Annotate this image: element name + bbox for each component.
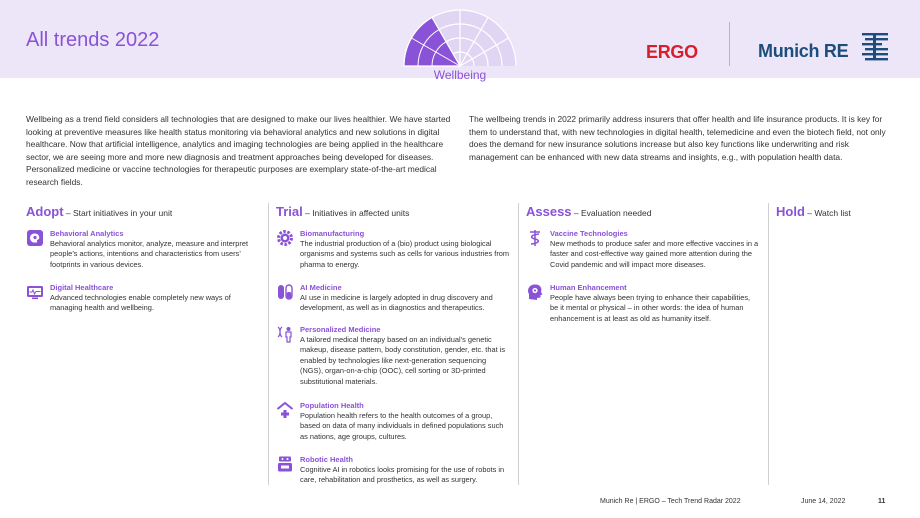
page-title: All trends 2022	[26, 29, 160, 51]
column-divider	[518, 203, 519, 485]
ergo-logo: ERGO	[646, 42, 698, 62]
radar-label: Wellbeing	[433, 68, 487, 82]
column-divider	[768, 203, 769, 485]
trend-description: Cognitive AI in robotics looks promising for the use of robots in care, rehabilitation and prosthetics, as well as surgery.	[300, 465, 505, 485]
column-title-hold: Hold	[776, 204, 805, 219]
trend-description: People have always been trying to enhance their capabilities, be it mental or physical – in other words: the idea of human enhancement is at least as old as humanity itself.	[550, 293, 751, 323]
trend-description: The industrial production of a (bio) product using biological organisms and systems such as cells for various industries from pharma to energy.	[300, 239, 510, 269]
logo-divider	[729, 22, 730, 66]
trend-title: Digital Healthcare	[50, 283, 114, 292]
radar-icon	[400, 4, 520, 68]
column-subtitle-assess: – Evaluation needed	[571, 208, 652, 218]
house-cross-icon	[276, 401, 294, 419]
trend-description: Advanced technologies enable completely new ways of managing health and wellbeing.	[50, 293, 231, 313]
column-subtitle-hold: – Watch list	[804, 208, 851, 218]
brain-icon	[26, 229, 44, 247]
trend-title: Personalized Medicine	[300, 325, 381, 334]
trend-title: Robotic Health	[300, 455, 353, 464]
munich-re-logo-icon	[860, 32, 890, 62]
page-number: 11	[878, 498, 886, 505]
trend-description: A tailored medical therapy based on an individual’s genetic makeup, disease pattern, body constitution, gender, etc. that is enabled by technologies like next-generation sequencing (NGS), organ-on-a-chip (OOC), cell sorting or 3D-printed substitutional materials.	[300, 335, 506, 386]
munich-re-logo: Munich RE	[758, 41, 849, 61]
column-divider	[268, 203, 269, 485]
column-adopt	[26, 203, 249, 313]
column-assess	[526, 203, 759, 323]
trend-title: AI Medicine	[300, 283, 342, 292]
column-header-adopt	[26, 203, 172, 223]
trend-description: New methods to produce safer and more effective vaccines in a faster and cost-effective way gained more attention during the Covid pandemic and will impact more diseases.	[550, 239, 759, 269]
column-trial	[276, 203, 510, 485]
head-gear-icon	[526, 283, 544, 301]
column-header-trial	[276, 203, 409, 223]
robot-icon	[276, 455, 294, 473]
column-header-assess	[526, 203, 651, 223]
pill-icon	[276, 283, 294, 301]
medical-monitor-icon	[26, 283, 44, 301]
column-title-trial: Trial	[276, 204, 303, 219]
intro-left: Wellbeing as a trend field considers all technologies that are designed to make our lives healthier. We have started looking at preventive measures like health status monitoring via behavioral analytics and new solutions in digital healthcare. Now that artificial intelligence, analytics and imaging technologies are being applied in the healthcare sector, we are seeing more and more new diagnosis and treatment approaches being developed for diseases. Personalized medicine or vaccine technologies for therapeutic purposes are exemplary state-of-the-art medical research fields.	[26, 114, 451, 187]
column-subtitle-adopt: – Start initiatives in your unit	[63, 208, 173, 218]
column-title-assess: Assess	[526, 204, 572, 219]
trend-title: Biomanufacturing	[300, 229, 365, 238]
header-band	[0, 0, 920, 82]
footer-date: June 14, 2022	[801, 498, 846, 505]
trend-title: Population Health	[300, 401, 364, 410]
dna-person-icon	[276, 325, 294, 343]
column-title-adopt: Adopt	[26, 204, 64, 219]
bio-gear-icon	[276, 229, 294, 247]
trend-description: AI use in medicine is largely adopted in drug discovery and development, as well as in diagnostics and therapeutics.	[300, 293, 493, 313]
column-subtitle-trial: – Initiatives in affected units	[302, 208, 410, 218]
trend-title: Human Enhancement	[550, 283, 627, 292]
trend-description: Behavioral analytics monitor, analyze, measure and interpret people’s actions, intentions and characteristics from users’ footprints in various devices.	[50, 239, 249, 269]
footer-source: Munich Re | ERGO – Tech Trend Radar 2022	[600, 498, 741, 505]
intro-right: The wellbeing trends in 2022 primarily address insurers that offer health and life insurance products. It is key for them to understand that, with new technologies in digital health, telemedicine and even the biotech field, not only does the demand for new insurance solutions increase but also key functions like underwriting and risk management can be enhanced with new data streams and insights, e.g., with population health data.	[469, 114, 886, 162]
caduceus-icon	[526, 229, 544, 247]
column-hold	[776, 203, 851, 223]
trend-title: Vaccine Technologies	[550, 229, 628, 238]
trend-description: Population health refers to the health outcomes of a group, based on data of many individuals in defined populations such as nations, age groups, cultures.	[300, 411, 504, 441]
trend-title: Behavioral Analytics	[50, 229, 124, 238]
column-header-hold	[776, 203, 851, 223]
